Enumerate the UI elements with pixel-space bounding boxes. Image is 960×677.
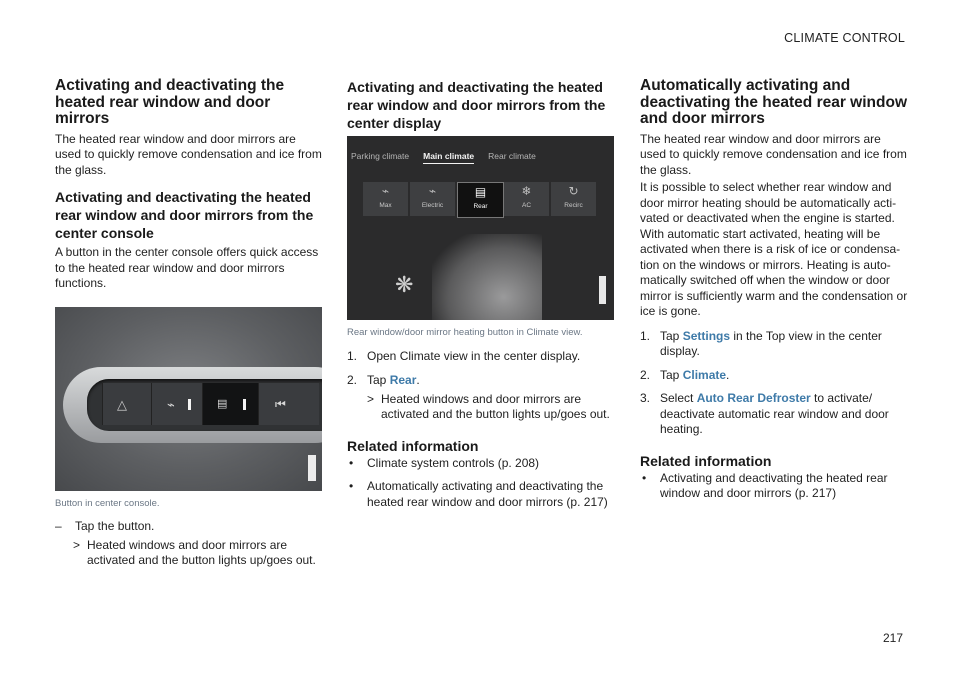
step-number: 3. — [640, 391, 651, 405]
rear-defroster-button — [202, 383, 258, 425]
climate-link: Climate — [682, 367, 727, 382]
step-text: Select Auto Rear Defroster to activate/ deactivate automatic rear window and door heating. — [660, 391, 889, 436]
recirculation-icon: ↻ — [568, 184, 579, 198]
ac-button: ❄ AC — [504, 182, 549, 216]
step-item — [640, 391, 908, 438]
step-number: 2. — [640, 367, 651, 382]
step-text: Tap the button. — [75, 519, 155, 533]
step-item — [55, 519, 323, 535]
center-console-photo — [55, 307, 322, 491]
dash-marker: – — [55, 519, 62, 533]
body-text: A button in the center console offers quick access to the heated rear window and door mirrors functions. — [55, 245, 319, 290]
front-defroster-icon: ⌁ — [167, 396, 175, 412]
related-link[interactable]: Activating and deactivating the heated rear window and door mirrors (p. 217) — [660, 470, 888, 500]
rear-defroster-icon: ▤ — [474, 185, 487, 199]
page-number: 217 — [882, 631, 903, 645]
max-button: ⌁ Max — [363, 182, 408, 216]
result-marker: > — [73, 537, 81, 552]
result-marker: > — [367, 391, 375, 406]
tab-rear-climate: Rear climate — [488, 151, 536, 161]
result-text: Heated windows and door mirrors are activated and the button lights up/goes out. — [87, 537, 316, 567]
snowflake-icon: ❄ — [521, 184, 532, 198]
column-display — [347, 78, 615, 510]
subsection-title: Activating and deactivating the heated rear window and door mirrors from the center console — [55, 189, 314, 241]
front-defroster-button — [151, 383, 202, 425]
auto-rear-defroster-link: Auto Rear Defroster — [696, 391, 811, 405]
step-item — [640, 368, 908, 384]
recirc-button: ↻ Recirc — [551, 182, 596, 216]
related-link[interactable]: Climate system controls (p. 208) — [367, 455, 540, 470]
related-item — [640, 471, 908, 502]
hazard-icon: △ — [117, 396, 127, 412]
settings-link: Settings — [682, 328, 731, 343]
park-assist-icon: ⏮ — [275, 396, 286, 411]
rear-defroster-icon: ▤ — [217, 397, 228, 410]
running-header: CLIMATE CONTROL — [784, 31, 905, 45]
tab-main-climate: Main climate — [423, 151, 474, 164]
column-console — [55, 78, 323, 569]
intro-text: The heated rear window and door mirrors are used to quickly remove condensation and ice from the glass. — [640, 131, 907, 177]
intro-text: The heated rear window and door mirrors are used to quickly remove condensation and ice from the glass. — [55, 131, 322, 177]
climate-screen-image — [347, 136, 614, 320]
indicator-light-icon — [243, 399, 246, 410]
section-title: Activating and deactivating the heated rear window and door mirrors from the center display — [347, 79, 606, 131]
step-item — [347, 373, 615, 389]
rear-button: ▤ Rear — [457, 182, 504, 218]
tab-parking-climate: Parking climate — [351, 151, 410, 161]
indicator-light-icon — [188, 399, 191, 410]
related-item — [347, 456, 615, 472]
section-title: Activating and deactivating the heated rear window and door mirrors — [55, 77, 285, 127]
related-item — [347, 479, 615, 510]
step-text: Tap Climate. — [660, 367, 730, 382]
step-text: Open Climate view in the center display. — [367, 348, 581, 363]
result-text: Heated windows and door mirrors are activated and the button lights up/goes out. — [381, 391, 610, 421]
image-tag — [308, 455, 316, 481]
step-item — [347, 349, 615, 365]
step-number: 2. — [347, 373, 358, 387]
step-text: Tap Settings in the Top view in the center display. — [660, 328, 882, 358]
step-number: 1. — [640, 328, 651, 343]
seat-graphic — [432, 234, 542, 320]
image-caption: Button in center console. — [55, 497, 160, 509]
bullet-icon: • — [349, 479, 354, 493]
fan-icon: ❋ — [395, 272, 414, 297]
related-title: Related information — [347, 437, 479, 454]
max-defrost-icon: ⌁ — [381, 184, 390, 198]
related-link[interactable]: Automatically activating and deactivating the heated rear window and door mirrors (p. 217) — [367, 479, 608, 509]
bullet-icon: • — [349, 455, 354, 470]
electric-button: ⌁ Electric — [410, 182, 455, 216]
climate-tabs — [351, 149, 550, 165]
step-number: 1. — [347, 348, 358, 363]
bullet-icon: • — [642, 470, 647, 485]
section-title: Automatically activating and deactivating the heated rear window and door mirrors — [640, 77, 908, 127]
result-item — [367, 392, 615, 423]
step-item — [640, 329, 908, 360]
related-title: Related information — [640, 452, 772, 469]
park-assist-button — [258, 383, 319, 425]
result-item — [73, 538, 323, 569]
step-text: Tap Rear. — [367, 373, 420, 387]
windshield-icon: ⌁ — [428, 184, 437, 198]
body-text: It is possible to select whether rear window and door mirror heating should be automatically acti-vated or deactivated when the engine is started. With automatic start activated, heating will be activated when there is a risk of ice or condensa-tion on the windows or mirrors. Heating is auto-matically switched off when the window or door mirror is sufficiently warm and the condensation or ice is gone. — [640, 180, 908, 318]
rear-link: Rear — [389, 373, 417, 387]
image-tag — [599, 276, 606, 304]
image-caption: Rear window/door mirror heating button in Climate view. — [347, 327, 583, 338]
column-automatic — [640, 78, 908, 502]
